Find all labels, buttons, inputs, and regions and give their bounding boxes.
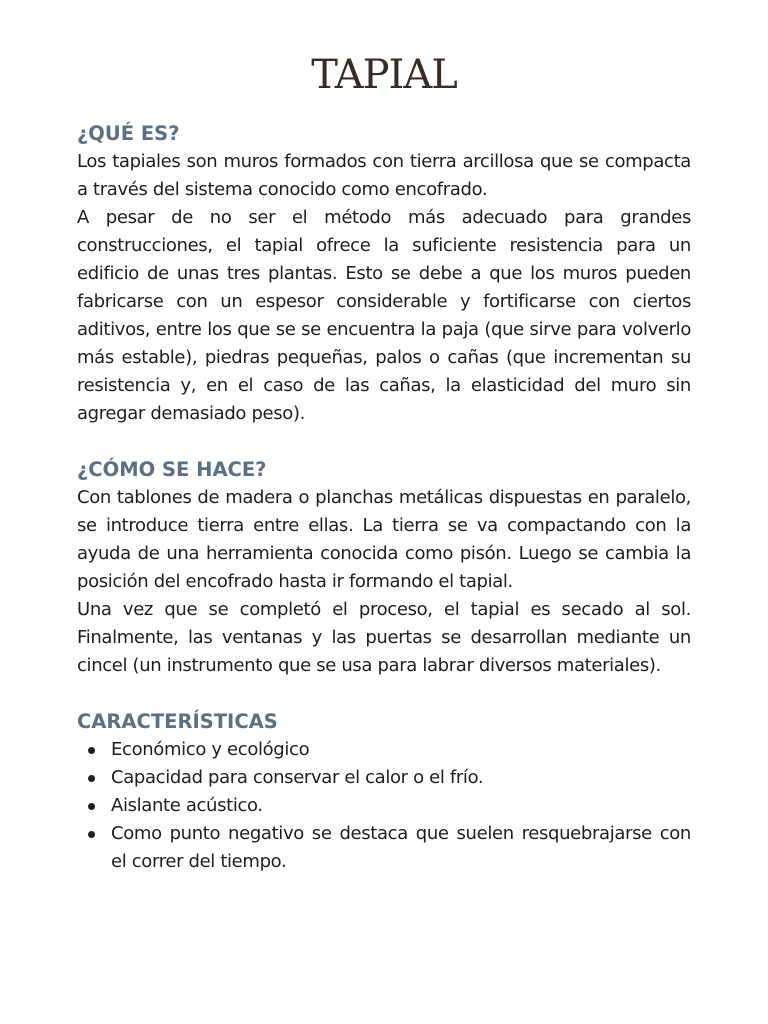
- section-que-es: [77, 120, 691, 428]
- page-title: TAPIAL: [311, 52, 457, 98]
- list-item: [77, 820, 691, 876]
- list-item: [77, 792, 691, 820]
- list-item: [77, 736, 691, 764]
- paragraph: Con tablones de madera o planchas metálicas dispuestas en paralelo, se introduce tierra entre ellas. La tierra se va compactando con la ayuda de una herramienta conocida como pisón. Luego se cambia la posición del encofrado hasta ir formando el tapial.: [77, 487, 691, 592]
- paragraph: Una vez que se completó el proceso, el tapial es secado al sol. Finalmente, las ventanas y las puertas se desarrollan mediante un cincel (un instrumento que se usa para labrar diversos materiales).: [77, 599, 691, 676]
- list-item-text: Como punto negativo se destaca que suelen resquebrajarse con el correr del tiempo.: [111, 823, 691, 872]
- section-caracteristicas: [77, 708, 691, 876]
- bullet-icon: [88, 775, 95, 782]
- document-page: [77, 0, 691, 876]
- bullet-icon: [88, 831, 95, 838]
- paragraph: Los tapiales son muros formados con tierra arcillosa que se compacta a través del sistema conocido como encofrado.: [77, 151, 691, 200]
- list-item-text: Económico y ecológico: [111, 739, 310, 760]
- list-item: [77, 764, 691, 792]
- characteristics-list: [77, 736, 691, 876]
- list-item-text: Aislante acústico.: [111, 795, 263, 816]
- section-como-se-hace: [77, 456, 691, 680]
- paragraph: A pesar de no ser el método más adecuado para grandes construcciones, el tapial ofrece la suficiente resistencia para un edificio de unas tres plantas. Esto se debe a que los muros pueden fabricarse con un espesor considerable y fortificarse con ciertos aditivos, entre los que se se encuentra la paja (que sirve para volverlo más estable), piedras pequeñas, palos o cañas (que incrementan su resistencia y, en el caso de las cañas, la elasticidad del muro sin agregar demasiado peso).: [77, 207, 691, 424]
- list-item-text: Capacidad para conservar el calor o el frío.: [111, 767, 484, 788]
- section-heading: CARACTERÍSTICAS: [77, 710, 278, 733]
- section-heading: ¿CÓMO SE HACE?: [77, 458, 267, 481]
- bullet-icon: [88, 747, 95, 754]
- bullet-icon: [88, 803, 95, 810]
- section-heading: ¿QUÉ ES?: [77, 122, 180, 145]
